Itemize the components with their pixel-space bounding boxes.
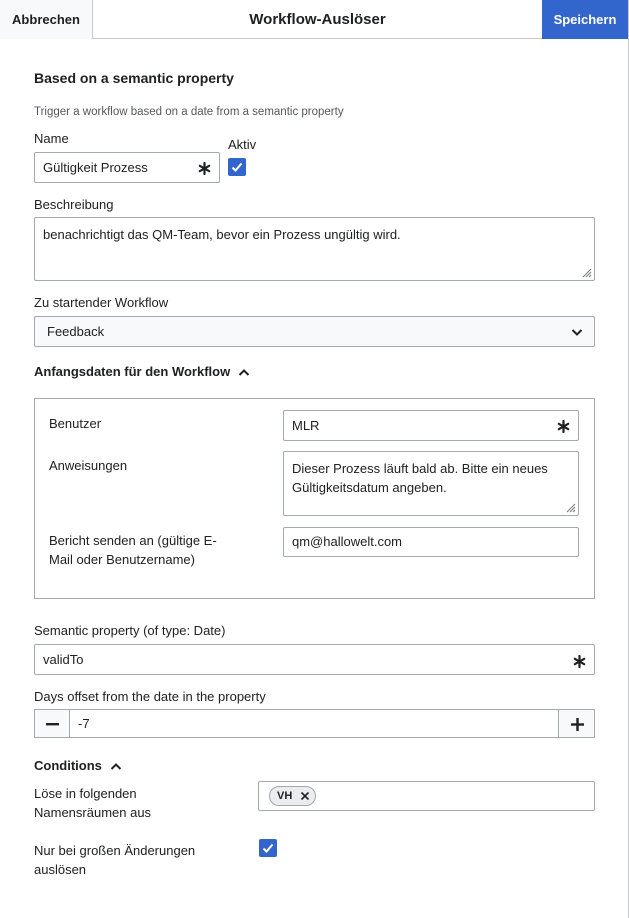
major-changes-checkbox[interactable]	[259, 839, 277, 857]
chevron-up-icon	[110, 762, 122, 772]
initial-data-toggle[interactable]	[34, 364, 250, 379]
namespace-tag[interactable]	[269, 786, 316, 806]
days-offset-input[interactable]	[69, 709, 559, 738]
workflow-selected-value: Feedback	[47, 324, 105, 339]
description-textarea[interactable]	[34, 217, 595, 281]
dialog-title: Workflow-Auslöser	[249, 11, 386, 28]
minus-icon	[46, 723, 59, 726]
initial-data-heading: Anfangsdaten für den Workflow	[34, 364, 231, 379]
close-icon[interactable]	[300, 791, 310, 801]
plus-icon	[571, 718, 584, 731]
chevron-up-icon	[238, 368, 250, 378]
required-asterisk-icon	[557, 417, 570, 437]
description-value: benachrichtigt das QM-Team, bevor ein Prozess ungültig wird.	[43, 227, 401, 242]
required-asterisk-icon	[198, 159, 211, 179]
name-label: Name	[34, 131, 69, 146]
conditions-toggle[interactable]	[34, 758, 122, 773]
decrement-button[interactable]	[34, 709, 70, 738]
section-help-text: Trigger a workflow based on a date from a semantic property	[34, 106, 344, 118]
name-input[interactable]	[34, 152, 220, 183]
description-label: Beschreibung	[34, 197, 114, 212]
workflow-label: Zu startender Workflow	[34, 295, 169, 310]
namespaces-input[interactable]	[258, 781, 595, 811]
dialog-toolbar	[0, 0, 628, 39]
workflow-dropdown[interactable]	[34, 316, 595, 347]
report-to-input[interactable]	[283, 527, 579, 557]
user-input[interactable]	[283, 410, 579, 441]
user-input-value: MLR	[292, 418, 320, 433]
namespaces-label: Löse in folgenden Namensräumen aus	[34, 786, 152, 820]
conditions-heading: Conditions	[34, 758, 102, 773]
chevron-down-icon	[571, 327, 583, 337]
semantic-property-value: validTo	[43, 652, 84, 667]
active-checkbox[interactable]	[228, 158, 246, 176]
semantic-property-input[interactable]	[34, 644, 595, 675]
checkmark-icon	[230, 160, 244, 174]
section-heading: Based on a semantic property	[34, 70, 234, 86]
report-to-label: Bericht senden an (gültige E-Mail oder Benutzername)	[49, 533, 217, 567]
instructions-textarea[interactable]	[283, 451, 579, 516]
required-asterisk-icon	[573, 652, 586, 672]
report-to-value: qm@hallowelt.com	[292, 534, 403, 549]
checkmark-icon	[261, 841, 275, 855]
instructions-label: Anweisungen	[49, 458, 128, 473]
cancel-button[interactable]: Abbrechen	[0, 0, 93, 39]
save-button[interactable]: Speichern	[542, 0, 628, 39]
resize-grip-icon[interactable]	[580, 266, 592, 278]
active-label: Aktiv	[228, 137, 257, 152]
major-changes-label: Nur bei großen Änderungen auslösen	[34, 843, 196, 877]
user-label: Benutzer	[49, 416, 102, 431]
increment-button[interactable]	[558, 709, 595, 738]
resize-grip-icon[interactable]	[564, 501, 576, 513]
namespace-tag-label: VH	[277, 790, 293, 802]
days-offset-label: Days offset from the date in the property	[34, 689, 266, 704]
days-offset-value: -7	[78, 716, 90, 731]
semantic-property-label: Semantic property (of type: Date)	[34, 623, 226, 638]
name-input-value: Gültigkeit Prozess	[43, 160, 148, 175]
instructions-value: Dieser Prozess läuft bald ab. Bitte ein neues Gültigkeitsdatum angeben.	[292, 461, 548, 495]
